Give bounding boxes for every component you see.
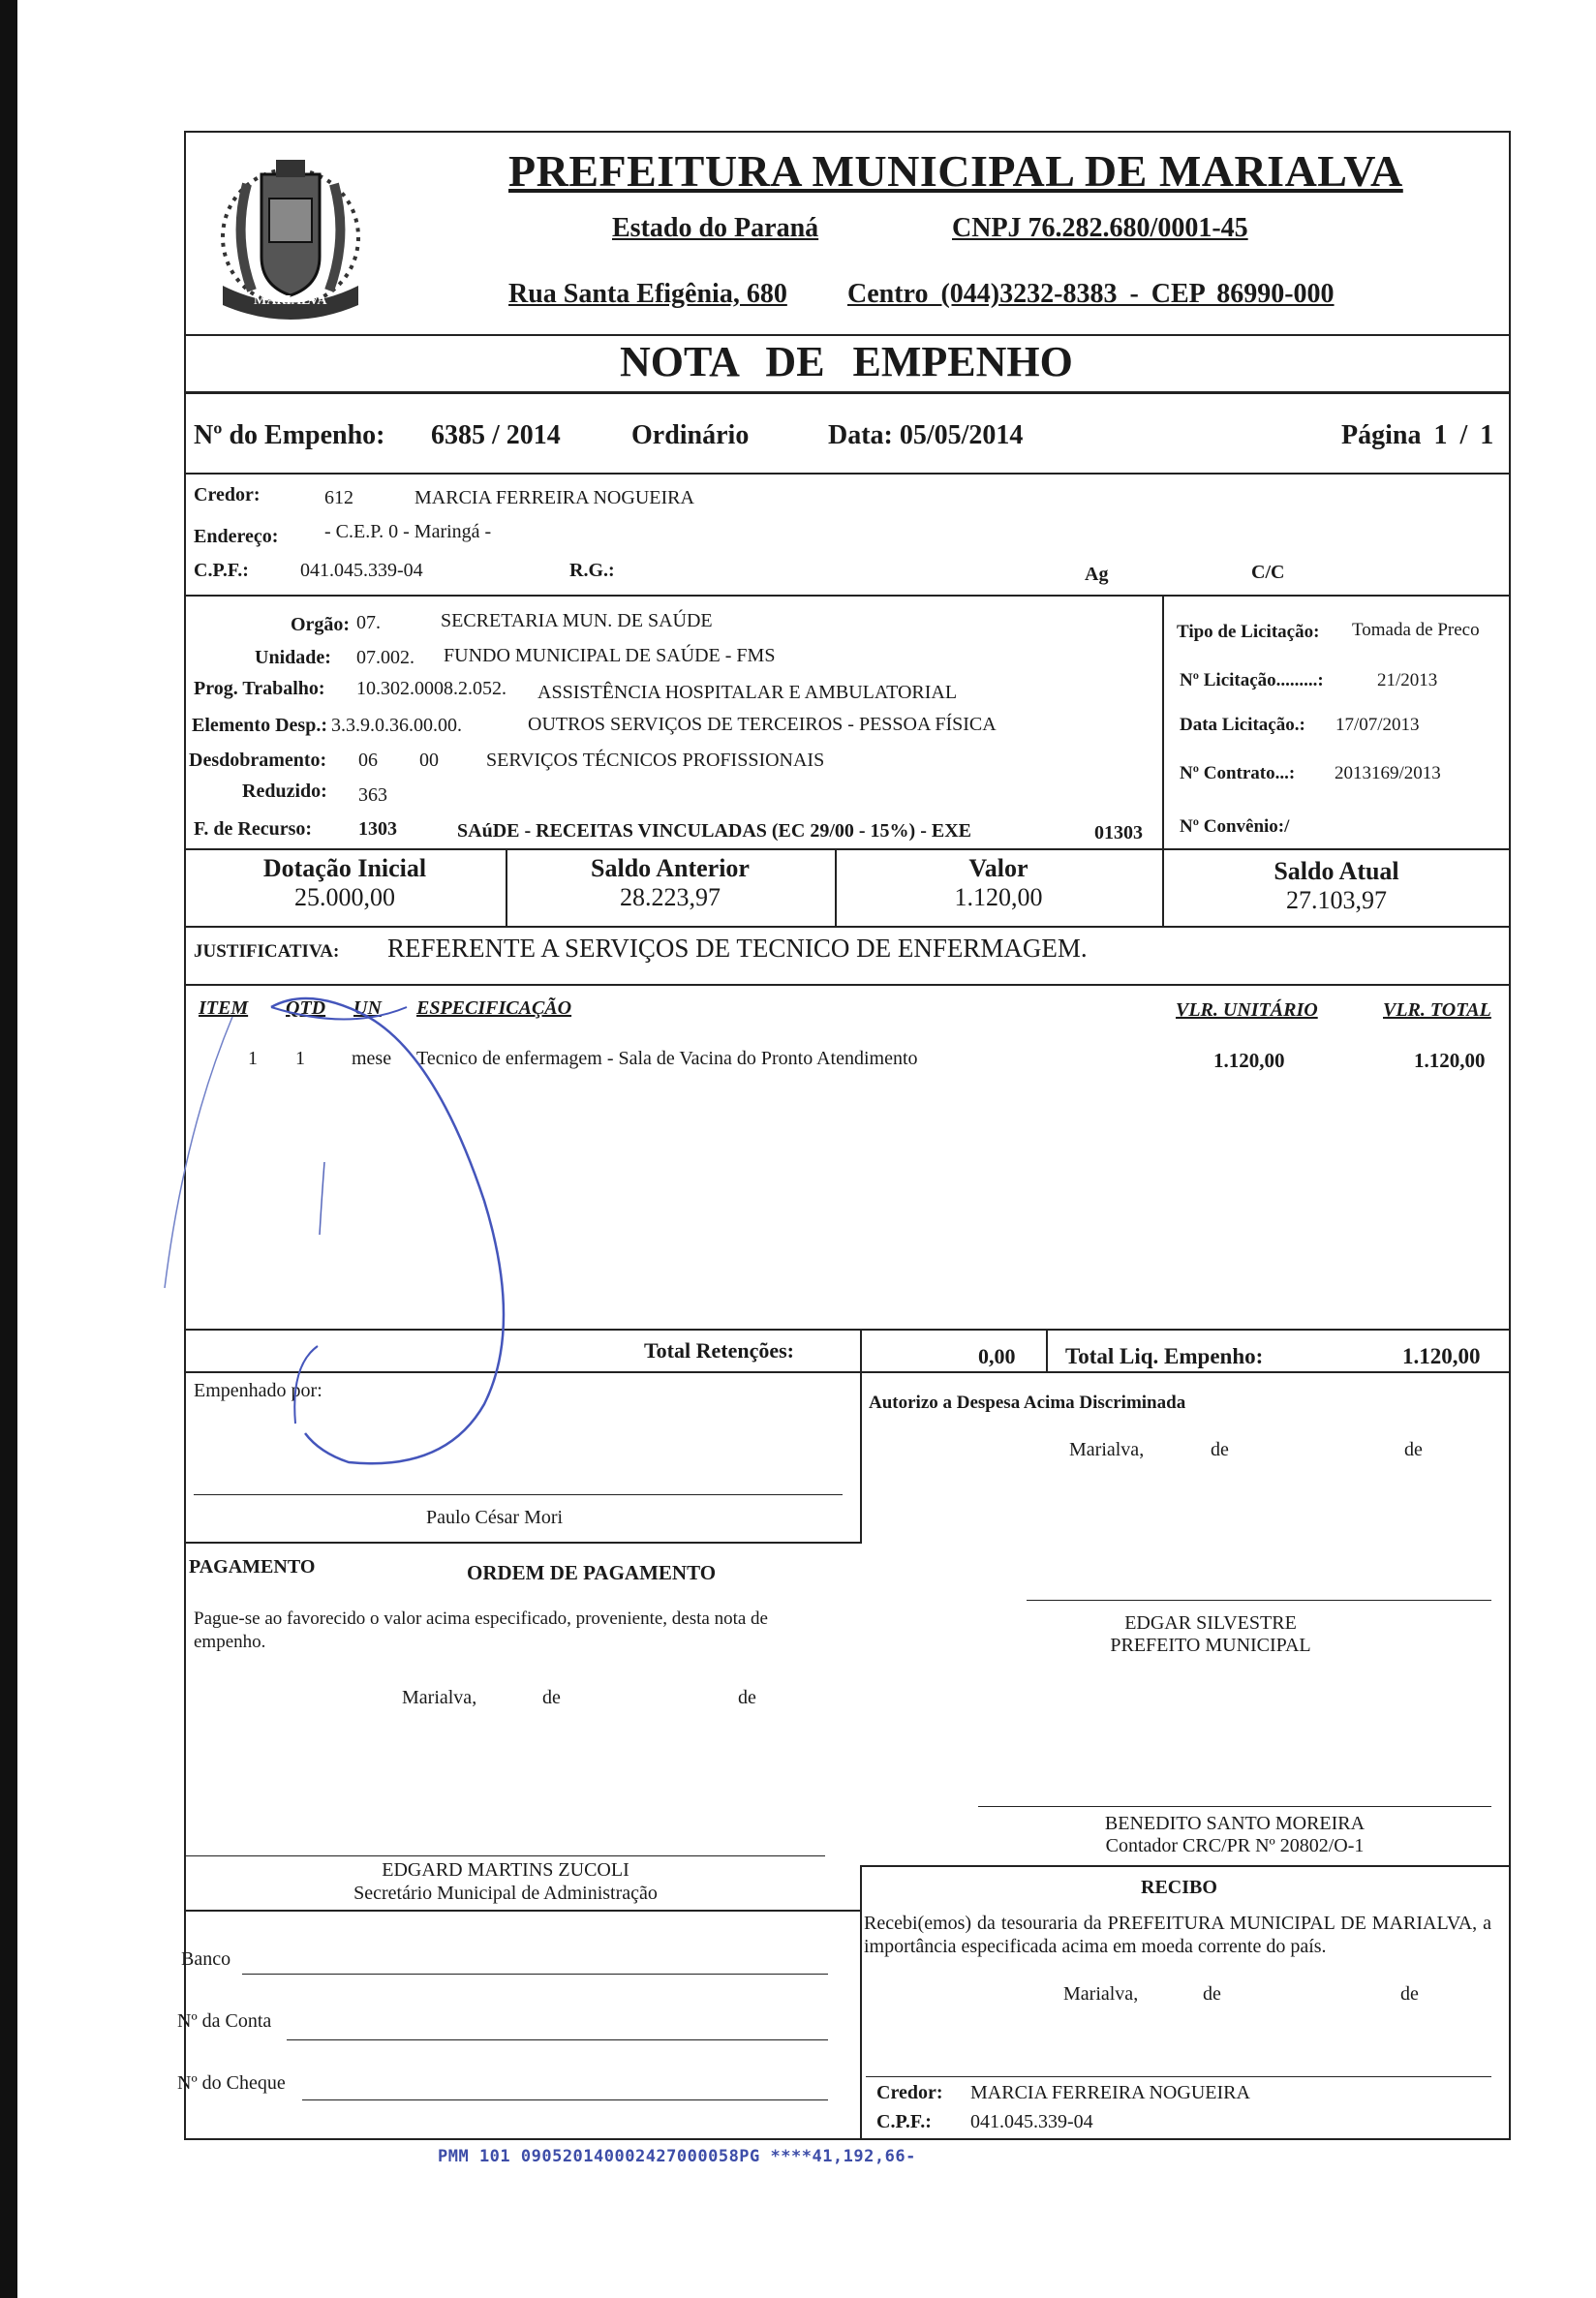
unidade-code: 07.002.: [356, 647, 414, 668]
empenho-label: Nº do Empenho:: [194, 420, 385, 450]
col-header-unit: VLR. UNITÁRIO: [1176, 999, 1318, 1021]
item-spec: Tecnico de enfermagem - Sala de Vacina do Pronto Atendimento: [416, 1048, 918, 1069]
empenho-number: 6385 / 2014: [431, 420, 561, 450]
data-licitacao-label: Data Licitação.:: [1180, 715, 1305, 735]
unidade-name: FUNDO MUNICIPAL DE SAÚDE - FMS: [444, 645, 776, 666]
elemento-label: Elemento Desp.:: [192, 715, 327, 736]
autorizo-label: Autorizo a Despesa Acima Discriminada: [869, 1393, 1186, 1413]
cheque-line: [302, 2099, 828, 2100]
recibo-credor-name: MARCIA FERREIRA NOGUEIRA: [970, 2082, 1250, 2103]
address-field-label: Endereço:: [194, 526, 279, 547]
justificativa-label: JUSTIFICATIVA:: [194, 941, 340, 962]
orgao-name: SECRETARIA MUN. DE SAÚDE: [441, 610, 713, 631]
prefeito-name: EDGAR SILVESTRE: [1124, 1612, 1297, 1634]
num-licitacao: 21/2013: [1377, 670, 1438, 690]
district-phone-label: Centro (044)3232-8383 - CEP 86990-000: [847, 279, 1335, 309]
contador-role: Contador CRC/PR Nº 20802/O-1: [1105, 1835, 1365, 1856]
recibo-cpf: 041.045.339-04: [970, 2111, 1093, 2132]
desdobramento-name: SERVIÇOS TÉCNICOS PROFISSIONAIS: [486, 750, 825, 771]
divider: [860, 1865, 1511, 1867]
num-licitacao-label: Nº Licitação.........:: [1180, 670, 1324, 690]
autorizo-de2: de: [1404, 1439, 1423, 1460]
desdobramento-code2: 00: [419, 750, 439, 771]
cpf-label: C.P.F.:: [194, 560, 249, 581]
empenhado-label: Empenhado por:: [194, 1380, 322, 1401]
col-header-spec: ESPECIFICAÇÃO: [416, 997, 572, 1019]
recibo-de1: de: [1203, 1983, 1221, 2005]
pagamento-de1: de: [542, 1687, 561, 1708]
empenhado-signer: Paulo César Mori: [426, 1507, 564, 1528]
credor-name: MARCIA FERREIRA NOGUEIRA: [414, 487, 694, 508]
valor-label: Valor: [968, 854, 1028, 882]
pagamento-text: Pague-se ao favorecido o valor acima especificado, proveniente, desta nota de empenho.: [194, 1609, 768, 1652]
tipo-licitacao: Tomada de Preco: [1352, 620, 1480, 640]
divider: [860, 1329, 862, 1542]
recibo-de2: de: [1400, 1983, 1419, 2005]
divider: [184, 473, 1511, 475]
contrato-label: Nº Contrato...:: [1180, 763, 1296, 783]
convenio-label: Nº Convênio:/: [1180, 816, 1290, 837]
recibo-title: RECIBO: [1141, 1877, 1217, 1898]
credor-address: - C.E.P. 0 - Maringá -: [324, 521, 492, 542]
saldo-atual-value: 27.103,97: [1286, 886, 1387, 914]
conta-label: Nº da Conta: [177, 2010, 272, 2032]
divider: [184, 595, 1511, 597]
banco-line: [242, 1974, 828, 1975]
elemento-name: OUTROS SERVIÇOS DE TERCEIROS - PESSOA FÍSICA: [528, 714, 997, 735]
banco-label: Banco: [181, 1948, 231, 1970]
col-header-total: VLR. TOTAL: [1383, 999, 1491, 1021]
footer-code: PMM 101 090520140002427000058PG ****41,192,66-: [438, 2147, 916, 2166]
dotacao-label: Dotação Inicial: [262, 854, 427, 882]
pagamento-de2: de: [738, 1687, 756, 1708]
divider: [184, 391, 1511, 394]
cheque-label: Nº do Cheque: [177, 2072, 286, 2094]
pagamento-signer-role: Secretário Municipal de Administração: [353, 1883, 658, 1904]
divider: [1162, 595, 1164, 848]
signature-line: [978, 1806, 1491, 1807]
dotacao-value: 25.000,00: [294, 883, 395, 911]
divider: [184, 926, 1511, 928]
item-number: 1: [248, 1048, 258, 1069]
divider: [184, 334, 1511, 336]
handwritten-rubric: [155, 978, 562, 1491]
divider: [184, 848, 1511, 850]
tipo-licitacao-label: Tipo de Licitação:: [1177, 622, 1320, 642]
contador-name: BENEDITO SANTO MOREIRA: [1104, 1813, 1366, 1834]
scan-border: [0, 0, 17, 2298]
saldo-atual-label: Saldo Atual: [1274, 857, 1399, 885]
credor-cpf: 041.045.339-04: [300, 560, 423, 581]
cc-label: C/C: [1251, 562, 1285, 583]
empenho-date: Data: 05/05/2014: [828, 420, 1024, 450]
recurso-code2: 01303: [1094, 822, 1143, 843]
col-header-un: UN: [353, 997, 382, 1019]
item-total-value: 1.120,00: [1414, 1049, 1486, 1072]
saldo-anterior-value: 28.223,97: [620, 883, 721, 911]
recurso-code: 1303: [358, 818, 397, 840]
signature-line: [1027, 1600, 1491, 1601]
valor-value: 1.120,00: [954, 883, 1043, 911]
item-un: mese: [352, 1048, 392, 1069]
reduzido-value: 363: [358, 784, 387, 806]
contrato-value: 2013169/2013: [1335, 763, 1441, 783]
divider: [184, 1542, 862, 1544]
coat-of-arms-logo: [194, 140, 387, 334]
liquido-label: Total Liq. Empenho:: [1065, 1344, 1264, 1368]
prog-label: Prog. Trabalho:: [194, 678, 325, 699]
page-title: PREFEITURA MUNICIPAL DE MARIALVA: [508, 146, 1403, 196]
orgao-label: Orgão:: [291, 614, 351, 635]
saldo-anterior-label: Saldo Anterior: [591, 854, 750, 882]
conta-line: [287, 2039, 828, 2040]
credor-code: 612: [324, 487, 353, 508]
prefeito-role: PREFEITO MUNICIPAL: [1110, 1635, 1311, 1656]
desdobramento-code1: 06: [358, 750, 378, 771]
recurso-label: F. de Recurso:: [194, 818, 313, 840]
recurso-name: SAúDE - RECEITAS VINCULADAS (EC 29/00 - 15%) - EXE: [457, 820, 971, 842]
credor-label: Credor:: [194, 484, 261, 506]
justificativa-text: REFERENTE A SERVIÇOS DE TECNICO DE ENFERMAGEM.: [387, 934, 1088, 963]
reduzido-label: Reduzido:: [242, 781, 327, 802]
recibo-place: Marialva,: [1063, 1983, 1139, 2005]
divider: [860, 1865, 862, 2138]
item-unit-value: 1.120,00: [1213, 1049, 1285, 1072]
cnpj-label: CNPJ 76.282.680/0001-45: [952, 213, 1248, 243]
data-licitacao: 17/07/2013: [1335, 715, 1420, 735]
rg-label: R.G.:: [569, 560, 615, 581]
prog-code: 10.302.0008.2.052.: [356, 678, 506, 699]
recibo-cpf-label: C.P.F.:: [876, 2111, 932, 2132]
pagamento-place: Marialva,: [402, 1687, 477, 1708]
desdobramento-label: Desdobramento:: [189, 750, 327, 771]
ag-label: Ag: [1085, 564, 1109, 585]
elemento-code: 3.3.9.0.36.00.00.: [331, 715, 462, 736]
divider: [184, 1910, 862, 1912]
pagamento-label: PAGAMENTO: [189, 1556, 316, 1578]
liquido-value: 1.120,00: [1402, 1344, 1481, 1368]
retencoes-value: 0,00: [978, 1344, 1016, 1368]
autorizo-place: Marialva,: [1069, 1439, 1145, 1460]
unidade-label: Unidade:: [255, 647, 331, 668]
signature-line: [186, 1855, 825, 1856]
col-header-item: ITEM: [199, 997, 249, 1019]
signature-line: [194, 1494, 843, 1495]
page-number: Página 1 / 1: [1341, 420, 1494, 450]
recibo-credor-label: Credor:: [876, 2082, 943, 2103]
signature-line: [866, 2076, 1491, 2077]
divider: [1046, 1329, 1048, 1371]
pagamento-signer-name: EDGARD MARTINS ZUCOLI: [382, 1859, 629, 1881]
document-title: NOTA DE EMPENHO: [620, 338, 1073, 385]
col-header-qtd: QTD: [286, 997, 326, 1019]
prog-name: ASSISTÊNCIA HOSPITALAR E AMBULATORIAL: [537, 682, 958, 703]
ordem-pagamento-label: ORDEM DE PAGAMENTO: [467, 1561, 717, 1584]
empenho-type: Ordinário: [631, 420, 750, 450]
orgao-code: 07.: [356, 612, 381, 633]
retencoes-label: Total Retenções:: [644, 1338, 794, 1363]
item-qtd: 1: [295, 1048, 305, 1069]
address-label: Rua Santa Efigênia, 680: [508, 279, 787, 309]
recibo-text: Recebi(emos) da tesouraria da PREFEITURA MUNICIPAL DE MARIALVA, a importância especificada acima em moeda corrente do país.: [864, 1913, 1491, 1957]
autorizo-de1: de: [1211, 1439, 1229, 1460]
logo-ribbon-text: MARIALVA: [254, 293, 327, 308]
state-label: Estado do Paraná: [612, 213, 819, 243]
